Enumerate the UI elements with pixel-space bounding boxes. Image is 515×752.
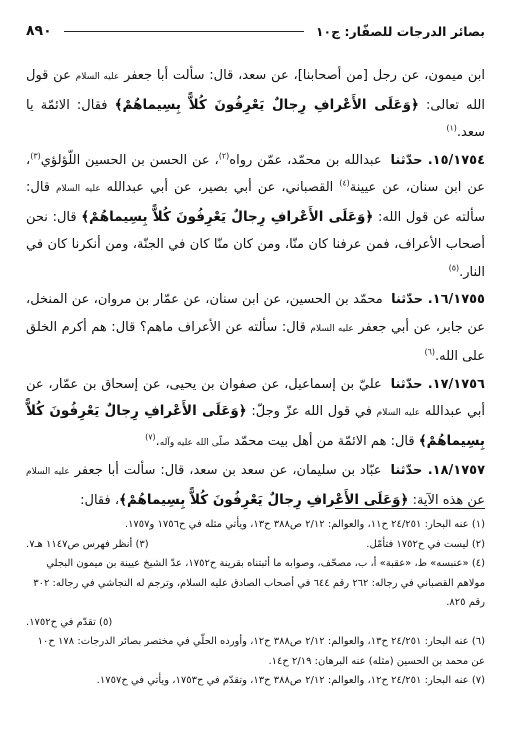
header-rule xyxy=(64,31,304,32)
footnote: (٤) «عنبسه» ط، «عقبة» أ، ب، مصحّف، وصوابه ما أثبتناه بقرينة ح١٧٥٢، عدّ الشيخ عيينة بن ميمون البجلي مولاهم القصباني في رجاله: ٢٦٢ رقم ٦٤٤ في أصحاب الصادق عليه السلام، وترجم له النجاشي في رجاله: ٣٠٢ رقم ٨٢٥. xyxy=(33,558,485,608)
footnote-ref: (٢) xyxy=(218,151,230,161)
hadith-paragraph xyxy=(26,286,485,371)
footnote-row xyxy=(26,535,485,555)
page-number: ٨٩٠ xyxy=(26,23,52,39)
footnote-separator xyxy=(335,508,485,509)
text-run: قال: هم الائمّة من أهل بيت محمّد xyxy=(229,433,419,449)
footnote-ref: (١) xyxy=(446,123,457,133)
running-header xyxy=(26,20,485,42)
text-run: قال: سألته عن الأعراف ماهم؟ قال: هم أكرم الخلق على الله. xyxy=(26,319,485,364)
footnote: (٦) عنه البحار: ٢٤/٢٥١ ح١٣، والعوالم: ٢/١٢ ص٣٨٨ ح١٢، وأورده الحلّي في مختصر بصائر الدرجات: ١٧٨ ح١٠ عن محمد بن الحسين (مثله) عنه البرهان: ٢/١٩ ح١٤. xyxy=(37,636,485,667)
text-run: ، عن ابن سنان، عن عيينة xyxy=(26,152,485,195)
honorific: عليه السلام xyxy=(310,323,354,334)
footnote: (٢) ليست في ح١٧٥٢ فتأمّل. xyxy=(366,538,485,550)
haddatha-word: حدّثنا xyxy=(390,463,423,478)
hadith-number: ١٧/١٧٥٦. xyxy=(422,376,485,392)
text-run: عن قول الله تعالى: xyxy=(26,68,485,113)
text-run: فقال: الائمّة يا سعد. xyxy=(26,97,485,140)
honorific: عليه السلام xyxy=(26,467,70,477)
footnote-ref: (٥) xyxy=(448,263,460,273)
honorific: عليه السلام xyxy=(55,184,101,194)
text-run: عبّاد بن سليمان، عن سعد بن سعد، قال: سألت أبا جعفر xyxy=(69,463,382,478)
footnote: (٣) أنظر فهرس ص١١٤٧ هـ٧. xyxy=(26,538,149,550)
text-run: قال: نحن أصحاب الأعراف، فمن عرفنا كان منّا، ومن كان منّا كان في الجنّة، ومن أنكرنا كان في النار. xyxy=(26,209,485,280)
footnote-ref: (٤) xyxy=(339,178,350,188)
footnote: (١) عنه البحار: ٢٤/٢٥١ ح١١، والعوالم: ٢/١٢ ص٣٨٨ ح١٣، ويأتي مثله في ح١٧٥٦ و١٧٥٧. xyxy=(124,519,485,530)
hadith-paragraph xyxy=(26,457,485,514)
text-run: ، فقال: xyxy=(80,492,120,508)
footnote: (٧) عنه البحار: ٢٤/٢٥١ ح١٢، والعوالم: ٢/١٢ ص٣٨٨ ح١٣، وتقدّم في ح١٧٥٣، ويأتي في ح١٧٥٧. xyxy=(96,675,485,686)
text-run: عبدالله بن محمّد، عمّن رواه xyxy=(229,152,382,168)
haddatha-word: حدّثنا xyxy=(391,292,424,307)
text-run: عليّ بن إسماعيل، عن صفوان بن يحيى، عن إسحاق بن عمّار، عن أبي عبدالله xyxy=(26,376,486,419)
text-run: ، عن الحسن بن الحسين اللّؤلؤي xyxy=(40,152,219,168)
hadith-paragraph xyxy=(26,62,485,147)
hadith-paragraph xyxy=(26,371,485,458)
hadith-number: ١٨/١٧٥٧. xyxy=(422,463,486,478)
main-text xyxy=(26,62,485,514)
footnote-ref: (٣) xyxy=(30,151,41,161)
footnote: (٥) تقدّم في ح١٧٥٢. xyxy=(26,616,113,628)
quran-verse: ﴿وَعَلَى الأَعْرافِ رِجالٌ يَعْرِفُونَ كُلاًّ بِسِيماهُمْ﴾ xyxy=(114,96,419,113)
hadith-number: ١٥/١٧٥٤. xyxy=(422,152,486,168)
text-run: ابن ميمون، عن رجل [من أصحابنا]، عن سعد، قال: سألت أبا جعفر xyxy=(119,68,485,83)
haddatha-word: حدّثنا xyxy=(390,152,423,168)
honorific: عليه السلام xyxy=(75,72,120,82)
footnote-ref: (٧) xyxy=(145,432,156,442)
text-run: . xyxy=(155,433,160,449)
honorific: عليه السلام xyxy=(376,408,421,418)
text-run: محمّد بن الحسين، عن ابن سنان، عن عمّار بن مروان، عن المنخل، عن جابر، عن أبي جعفر xyxy=(26,292,485,335)
footnote-ref: (٦) xyxy=(424,347,435,357)
text-run: قال: سألته عن قول الله: xyxy=(26,180,485,225)
quran-verse: ﴿وَعَلَى الأَعْرافِ رِجالٌ يَعْرِفُونَ كُلاًّ بِسِيماهُمْ﴾ xyxy=(26,403,485,449)
footnotes xyxy=(26,515,485,691)
quran-verse: ﴿وَعَلَى الأَعْرافِ رِجالٌ يَعْرِفُونَ كُلاًّ بِسِيماهُمْ﴾ xyxy=(81,208,374,225)
text-run: عن هذه الآية: xyxy=(408,492,485,508)
text-run: في قول الله عزّ وجلّ: xyxy=(246,404,377,419)
haddatha-word: حدّثنا xyxy=(390,376,423,392)
text-run: القصباني، عن أبي بصير، عن أبي عبدالله xyxy=(100,180,340,195)
quran-verse: ﴿وَعَلَى الأَعْرافِ رِجالٌ يَعْرِفُونَ كُلاًّ بِسِيماهُمْ﴾ xyxy=(119,491,409,508)
honorific: صلّى الله عليه وآله xyxy=(159,437,230,448)
hadith-paragraph xyxy=(26,147,485,287)
hadith-number: ١٦/١٧٥٥. xyxy=(423,292,485,307)
book-title: بصائر الدرجات للصفّار: ج١٠ xyxy=(315,23,485,39)
